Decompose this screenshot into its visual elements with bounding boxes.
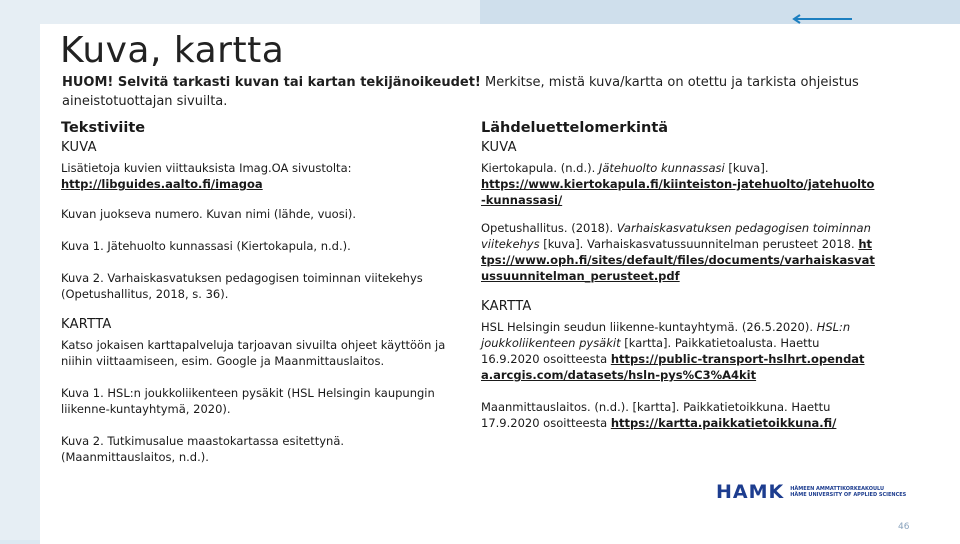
reference-3-source: [kartta]. Paikkatietoalusta. Haettu 16.9.2020 osoitteesta [481,336,820,366]
reference-2-link[interactable]: https://www.oph.fi/sites/default/files/documents/varhaiskasvatussuunnitelman_perusteet.pdf [481,237,875,283]
kuva-format: Kuvan juokseva numero. Kuvan nimi (lähde, vuosi). [61,207,357,221]
slide-title: Kuva, kartta [60,30,285,71]
reference-1 [481,160,876,208]
column-heading-left: Tekstiviite [61,120,146,136]
reference-list-column [481,120,876,431]
reference-2-title: Varhaiskasvatuksen pedagogisen toiminnan viitekehys [481,221,871,251]
reference-3 [481,319,876,383]
reference-1-type: [kuva]. [724,161,769,175]
reference-3-author: HSL Helsingin seudun liikenne-kuntayhtymä. (26.5.2020). [481,320,817,334]
reference-4 [481,399,876,431]
page-number: 46 [898,522,910,532]
kuva-example-2: Kuva 2. Varhaiskasvatuksen pedagogisen toiminnan viitekehys (Opetushallitus, 2018, s. 36). [61,271,423,301]
text-citation-column [61,120,461,465]
section-label-kuva-left: KUVA [61,140,97,155]
hamk-logo [716,482,906,502]
reference-3-link[interactable]: https://public-transport-hslhrt.opendata.arcgis.com/datasets/hsln-pys%C3%A4kit [481,352,865,382]
kartta-example-2: Kuva 2. Tutkimusalue maastokartassa esitettynä. (Maanmittauslaitos, n.d.). [61,434,345,464]
logo-subtitle [790,486,906,498]
reference-3-title: HSL:n joukkoliikenteen pysäkit [481,320,851,350]
section-label-kuva-right: KUVA [481,140,517,155]
reference-4-source: Maanmittauslaitos. (n.d.). [kartta]. Paikkatietoikkuna. Haettu 17.9.2020 osoitteesta [481,400,831,430]
back-arrow-icon[interactable] [790,14,854,24]
section-label-kartta-left: KARTTA [61,317,112,332]
reference-1-author: Kiertokapula. (n.d.). [481,161,599,175]
reference-1-title: Jätehuolto kunnassasi [598,161,725,175]
logo-wordmark: HAMK [716,481,785,503]
kartta-example-1: Kuva 1. HSL:n joukkoliikenteen pysäkit (HSL Helsingin kaupungin liikenne-kuntayhtymä, 2020). [61,386,435,416]
kartta-info: Katso jokaisen karttapalveluja tarjoavan sivuilta ohjeet käyttöön ja niihin viittaamiseen, esim. Google ja Maanmittauslaitos. [61,338,446,368]
reference-1-link[interactable]: https://www.kiertokapula.fi/kiinteiston-jatehuolto/jatehuolto-kunnassasi/ [481,177,875,207]
logo-sub-2: HÄME UNIVERSITY OF APPLIED SCIENCES [790,492,907,498]
kuva-example-1: Kuva 1. Jätehuolto kunnassasi (Kiertokapula, n.d.). [61,239,351,253]
reference-2 [481,220,876,284]
reference-4-link[interactable]: https://kartta.paikkatietoikkuna.fi/ [610,416,837,430]
copyright-note [62,73,862,111]
note-bold: HUOM! Selvitä tarkasti kuvan tai kartan tekijänoikeudet! [62,75,481,90]
note-rest: Merkitse, mistä kuva/kartta on otettu ja tarkista ohjeistus aineistotuottajan sivuilta. [62,75,859,109]
reference-2-author: Opetushallitus. (2018). [481,221,617,235]
imagoa-link[interactable]: http://libguides.aalto.fi/imagoa [61,177,263,191]
reference-2-type: [kuva]. Varhaiskasvatussuunnitelman perusteet 2018. [539,237,855,251]
logo-sub-1: HÄMEEN AMMATTIKORKEAKOULU [790,486,885,492]
kuva-info: Lisätietoja kuvien viittauksista Imag.OA sivustolta: [61,161,352,175]
column-heading-right: Lähdeluettelomerkintä [481,120,669,136]
section-label-kartta-right: KARTTA [481,299,532,314]
